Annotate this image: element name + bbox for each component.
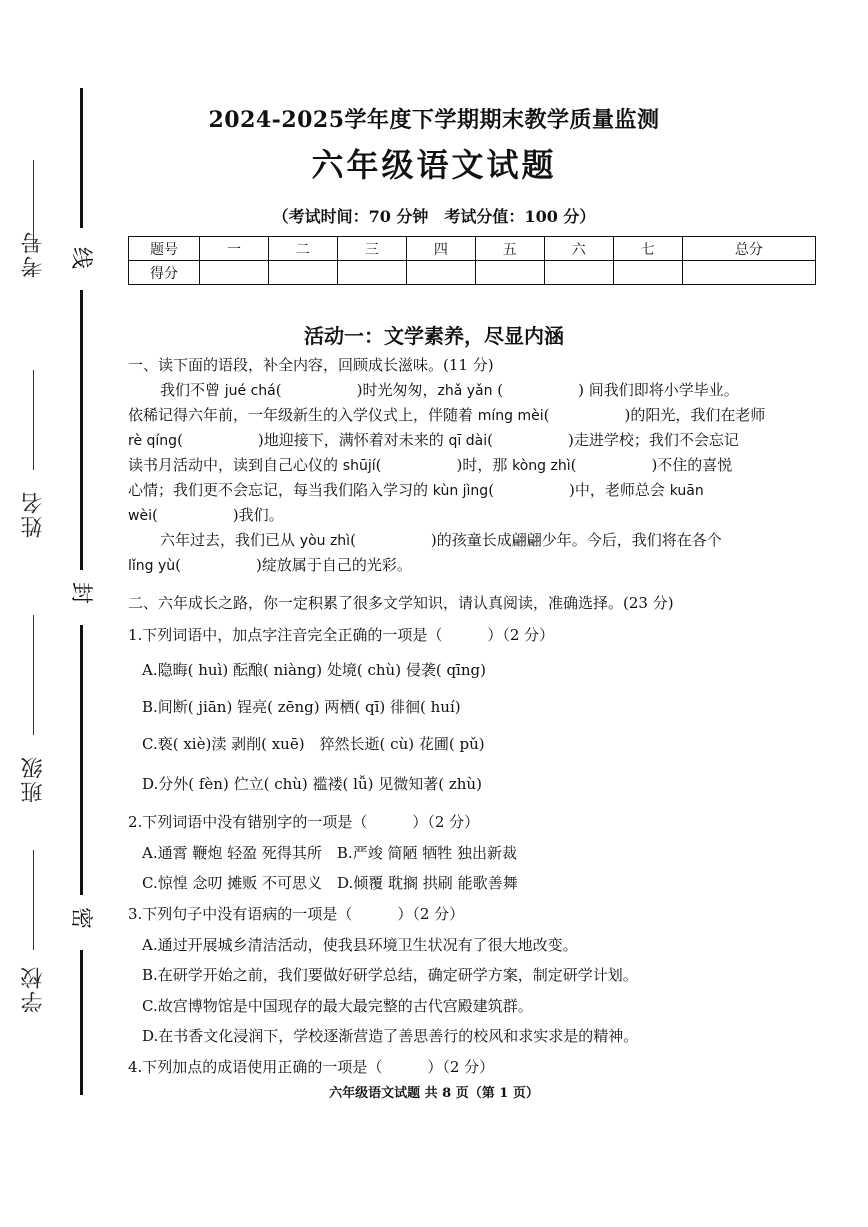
sub-question-stem: 2.下列词语中没有错别字的一项是（ ）（2 分） [128,813,480,831]
option-c[interactable]: C.故宫博物馆是中国现存的最大最完整的古代宫殿建筑群。 [142,997,533,1015]
exam-info: （考试时间：70 分钟 考试分值：100 分） [272,207,596,226]
score-table-head-cell: 得分 [129,261,200,285]
score-table-col: 五 [475,237,544,261]
score-table-col: 四 [406,237,475,261]
answer-blank[interactable]: ( )我们。 [151,506,284,524]
score-table-score-row [129,261,816,285]
score-table-col: 三 [337,237,406,261]
pinyin: qī dài [448,433,488,449]
exam-title-main: 六年级语文试题 [311,146,557,184]
score-table-col: 总分 [682,237,815,261]
passage-line [128,430,828,451]
answer-blank[interactable]: ( )中，老师总会 [488,481,670,499]
passage-line [128,405,828,426]
score-table-col: 二 [268,237,337,261]
answer-blank[interactable]: ( )的孩童长成翩翩少年。今后，我们将在各个 [350,531,722,549]
answer-blank[interactable]: ( )时光匆匆， [275,381,438,399]
question-heading: 二、六年成长之路，你一定积累了很多文学知识，请认真阅读，准确选择。(23 分) [128,594,674,612]
passage-text: 心情；我们更不会忘记，每当我们陷入学习的 [128,481,433,499]
exam-number-label: 考号 [21,230,46,278]
score-table [128,236,816,285]
answer-blank[interactable]: ( )地迎接下，满怀着对未来的 [177,431,449,449]
pinyin: lǐng yù [128,558,176,574]
option-d[interactable]: D.分外( fèn) 伫立( chù) 褴褛( lǚ) 见微知著( zhù) [142,775,482,793]
class-label: 班级 [21,755,46,803]
option-b[interactable]: B.在研学开始之前，我们要做好研学总结，确定研学方案，制定研学计划。 [142,966,638,984]
pinyin: zhǎ yǎn [437,383,493,399]
question-heading: 一、读下面的语段，补全内容，回顾成长滋味。(11 分) [128,356,494,374]
score-cell[interactable] [682,261,815,285]
answer-blank[interactable]: ( )时，那 [375,456,513,474]
score-table-col: 一 [200,237,269,261]
cut-line-segment [80,625,83,895]
pinyin: rè qíng [128,433,178,449]
answer-blank[interactable]: ( )绽放属于自己的光彩。 [175,556,412,574]
pinyin: kùn jìng [432,483,489,499]
pinyin: jué chá [224,383,276,399]
answer-blank[interactable]: ( )不住的喜悦 [570,456,733,474]
score-cell[interactable] [613,261,682,285]
cut-mark-xian: 线 [71,243,94,269]
score-cell[interactable] [475,261,544,285]
school-line [33,850,34,950]
passage-line [128,380,860,401]
score-table-header-row [129,237,816,261]
pinyin: shūjí [342,458,376,474]
cut-mark-mi: 密 [71,903,94,929]
sub-question-stem: 4.下列加点的成语使用正确的一项是（ ）（2 分） [128,1058,495,1076]
score-cell[interactable] [200,261,269,285]
answer-blank[interactable]: ( )走进学校；我们不会忘记 [487,431,739,449]
score-cell[interactable] [268,261,337,285]
passage-line [128,455,828,476]
passage-line [128,480,828,501]
option-ab[interactable]: A.通霄 鞭炮 轻盈 死得其所 B.严竣 简陋 牺牲 独出新裁 [142,844,518,862]
pinyin: kòng zhì [512,458,571,474]
answer-blank[interactable]: ( ) 间我们即将小学毕业。 [492,381,739,399]
pinyin: míng mèi [477,408,544,424]
option-a[interactable]: A.隐晦( huì) 酝酿( niàng) 处境( chù) 侵袭( qīng) [142,661,486,679]
passage-line [128,505,828,526]
name-line [33,370,34,470]
passage-text: 六年过去，我们已从 [160,531,300,549]
passage-line [128,530,860,551]
passage-text: 读书月活动中，读到自己心仪的 [128,456,343,474]
exam-title-line1: 2024-2025学年度下学期期末教学质量监测 [208,107,660,133]
page-footer: 六年级语文试题 共 8 页（第 1 页） [329,1086,539,1101]
passage-line [128,555,828,576]
sub-question-stem: 1.下列词语中，加点字注音完全正确的一项是（ ）（2 分） [128,626,555,644]
pinyin: yòu zhì [299,533,351,549]
option-cd[interactable]: C.惊惶 念叨 摊贩 不可思义 D.倾覆 耽搁 拱刷 能歌善舞 [142,874,518,892]
passage-text: 我们不曾 [160,381,225,399]
name-label: 姓名 [21,490,46,538]
score-cell[interactable] [337,261,406,285]
passage-text: 依稀记得六年前，一年级新生的入学仪式上，伴随着 [128,406,478,424]
class-line [33,615,34,735]
score-table-col: 六 [544,237,613,261]
score-table-head-cell: 题号 [129,237,200,261]
option-a[interactable]: A.通过开展城乡清洁活动，使我县环境卫生状况有了很大地改变。 [142,936,578,954]
pinyin: wèi [128,508,152,524]
pinyin: kuān [669,483,704,499]
cut-mark-feng: 封 [71,578,94,604]
sub-question-stem: 3.下列句子中没有语病的一项是（ ）（2 分） [128,905,465,923]
school-label: 学校 [21,965,46,1013]
score-cell[interactable] [544,261,613,285]
score-cell[interactable] [406,261,475,285]
answer-blank[interactable]: ( )的阳光，我们在老师 [543,406,766,424]
option-b[interactable]: B.间断( jiān) 锃亮( zēng) 两栖( qī) 徘徊( huí) [142,698,461,716]
option-c[interactable]: C.亵( xiè)渎 剥削( xuē) 猝然长逝( cù) 花圃( pǔ) [142,735,485,753]
score-table-col: 七 [613,237,682,261]
cut-line-segment [80,950,83,1095]
activity-title: 活动一：文学素养，尽显内涵 [304,324,564,348]
option-d[interactable]: D.在书香文化浸润下，学校逐渐营造了善思善行的校风和求实求是的精神。 [142,1027,639,1045]
